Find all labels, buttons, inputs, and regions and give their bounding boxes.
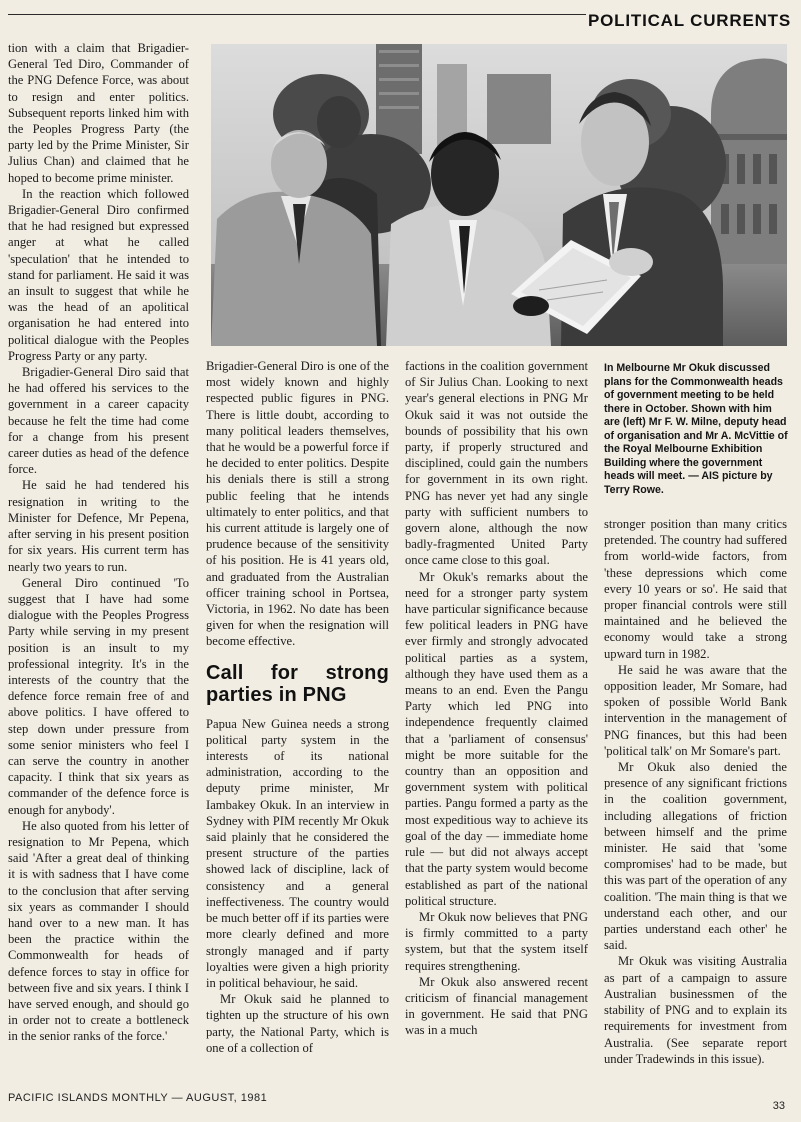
section-title: POLITICAL CURRENTS bbox=[588, 11, 791, 30]
paragraph: Mr Okuk now believes that PNG is firmly committed to a party system, but that the system itself requires strengthening. bbox=[405, 909, 588, 973]
paragraph: stronger position than many critics pretended. The country had suffered from world-wide factors, from 'these depressions which come every 10 years or so'. He said that proper financial controls were still maintained and he believed the economy would take a strong upward turn in 1982. bbox=[604, 517, 787, 661]
news-photo bbox=[211, 44, 787, 346]
paragraph: Mr Okuk's remarks about the need for a stronger party system have particular significance because few political leaders in PNG have ever firmly and strongly advocated political parties as a system, although they have used them as a means to an end. Even the Pangu Party which led PNG into independence frequently claimed that a 'parliament of consensus' might be more suitable for the country than an opposition and government system with political parties. Pangu formed a party as the most expeditious way to achieve its goal of the day — immediate home rule — but did not always accept that the party system would become established as part of the national political structure. bbox=[405, 569, 588, 908]
paragraph: Mr Okuk also denied the presence of any significant frictions in the coalition government, including allegations of friction between himself and the prime minister. He said that 'some compromises' had to be made, but this was part of the operation of any coalition. 'The main thing is that we understand each other, and our parties understand each other' he said. bbox=[604, 760, 787, 953]
paragraph: Mr Okuk also answered recent criticism of financial management in government. He said that PNG was in a much bbox=[405, 974, 588, 1038]
page-number: 33 bbox=[772, 1100, 785, 1112]
paragraph: He also quoted from his letter of resignation to Mr Pepena, which said 'After a great deal of thinking it is with sadness that I have come to the conclusion that after serving six years as commander I should hand over to a new man. It has been the practice within the Commonwealth for heads of defence forces to stay in office for between five and six years. I think I have served enough, and should go in order not to create a bottleneck in the senior ranks of the force.' bbox=[8, 818, 189, 1044]
paragraph: Brigadier-General Diro said that he had offered his services to the government in a career capacity because he felt the time had come for a change from his present career duties as head of the defence force. bbox=[8, 365, 189, 477]
paragraph: tion with a claim that Brigadier-General Ted Diro, Commander of the PNG Defence Force, was about to resign and enter politics. Subsequent reports linked him with the Peoples Progress Party (the party led by the Prime Minister, Sir Julius Chan) and claimed that he hoped to become prime minister. bbox=[8, 41, 189, 185]
article-column-1 bbox=[8, 40, 189, 1045]
photo-caption: In Melbourne Mr Okuk discussed plans for the Commonwealth heads of government meeting to be held there in October. Shown with him are (left) Mr F. W. Milne, deputy head of organisation and Mr A. McVittie of the Royal Melbourne Exhibition Building where the government heads will meet. — AIS picture by Terry Rowe. bbox=[604, 362, 788, 496]
publication-footer: PACIFIC ISLANDS MONTHLY — AUGUST, 1981 bbox=[8, 1092, 268, 1104]
paragraph: He said he was aware that the opposition leader, Mr Somare, had spoken of possible World Bank intervention in the management of PNG finances, but this had been 'political talk' on Mr Somare's part. bbox=[604, 662, 787, 758]
article-column-2 bbox=[206, 358, 389, 1056]
article-column-4 bbox=[604, 516, 787, 1067]
header-rule bbox=[8, 14, 586, 15]
paragraph: Brigadier-General Diro is one of the most widely known and highly respected public figures in PNG. There is little doubt, according to many political leaders themselves, that he would be a powerful force if he decided to enter politics. Despite his denials there is still a strong public feeling that he intends ultimately to enter politics, and that his current attitude is largely one of prudence because of the sensitivity of his position. He is 41 years old, and graduated from the Australian officer training school in Portsea, Victoria, in 1962. No date has been given for when the resignation will become effective. bbox=[206, 359, 389, 649]
article-headline: Call for strong parties in PNG bbox=[206, 661, 389, 706]
paragraph: Mr Okuk said he planned to tighten up the structure of his own party, the National Party, which is one of a collection of bbox=[206, 992, 389, 1055]
paragraph: Papua New Guinea needs a strong political party system in the interests of its national administration, according to the deputy prime minister, Mr Iambakey Okuk. In an interview in Sydney with PIM recently Mr Okuk said plainly that he considered the present structure of the parties showed lack of discipline, lack of consistency and a general ineffectiveness. The country would be much better off if its parties were more clearly defined and more strongly managed and if party loyalties were given a high priority in political behaviour, he said. bbox=[206, 716, 389, 990]
paragraph: General Diro continued 'To suggest that I have had some dialogue with the Peoples Progress Party while serving in my present position is an insult to my professional integrity. It's in the interests of the country that the defence force remain free of and above politics. I have offered to step down under pressure from some senior ministers who feel I can serve the country in another capacity. I think that six years as commander of the defence force is enough for anybody'. bbox=[8, 575, 189, 817]
paragraph: factions in the coalition government of Sir Julius Chan. Looking to next year's general elections in PNG Mr Okuk said it was not outside the bounds of possibility that his own party, if properly structured and disciplined, could gain the numbers for government in its own right. PNG has never yet had any single party with sufficient numbers to govern alone, although the now badly-fragmented United Party once came close to this goal. bbox=[405, 359, 588, 568]
paragraph: In the reaction which followed Brigadier-General Diro confirmed that he had resigned but expressed anger at what he called 'speculation' that he intended to stand for parliament. He said it was an insult to suggest that while he was the head of an apolitical organisation he had entered into political dialogue with the Peoples Progress Party or any party. bbox=[8, 186, 189, 363]
paragraph: He said he had tendered his resignation in writing to the Minister for Defence, Mr Pepena, after serving in his present position for six years. His current term has nearly two years to run. bbox=[8, 478, 189, 574]
paragraph: Mr Okuk was visiting Australia as part of a campaign to assure Australian businessmen of the stability of PNG and to explain its requirements for investment from Australia. (See separate report under Tradewinds in this issue). bbox=[604, 954, 787, 1066]
article-column-3 bbox=[405, 358, 588, 1039]
